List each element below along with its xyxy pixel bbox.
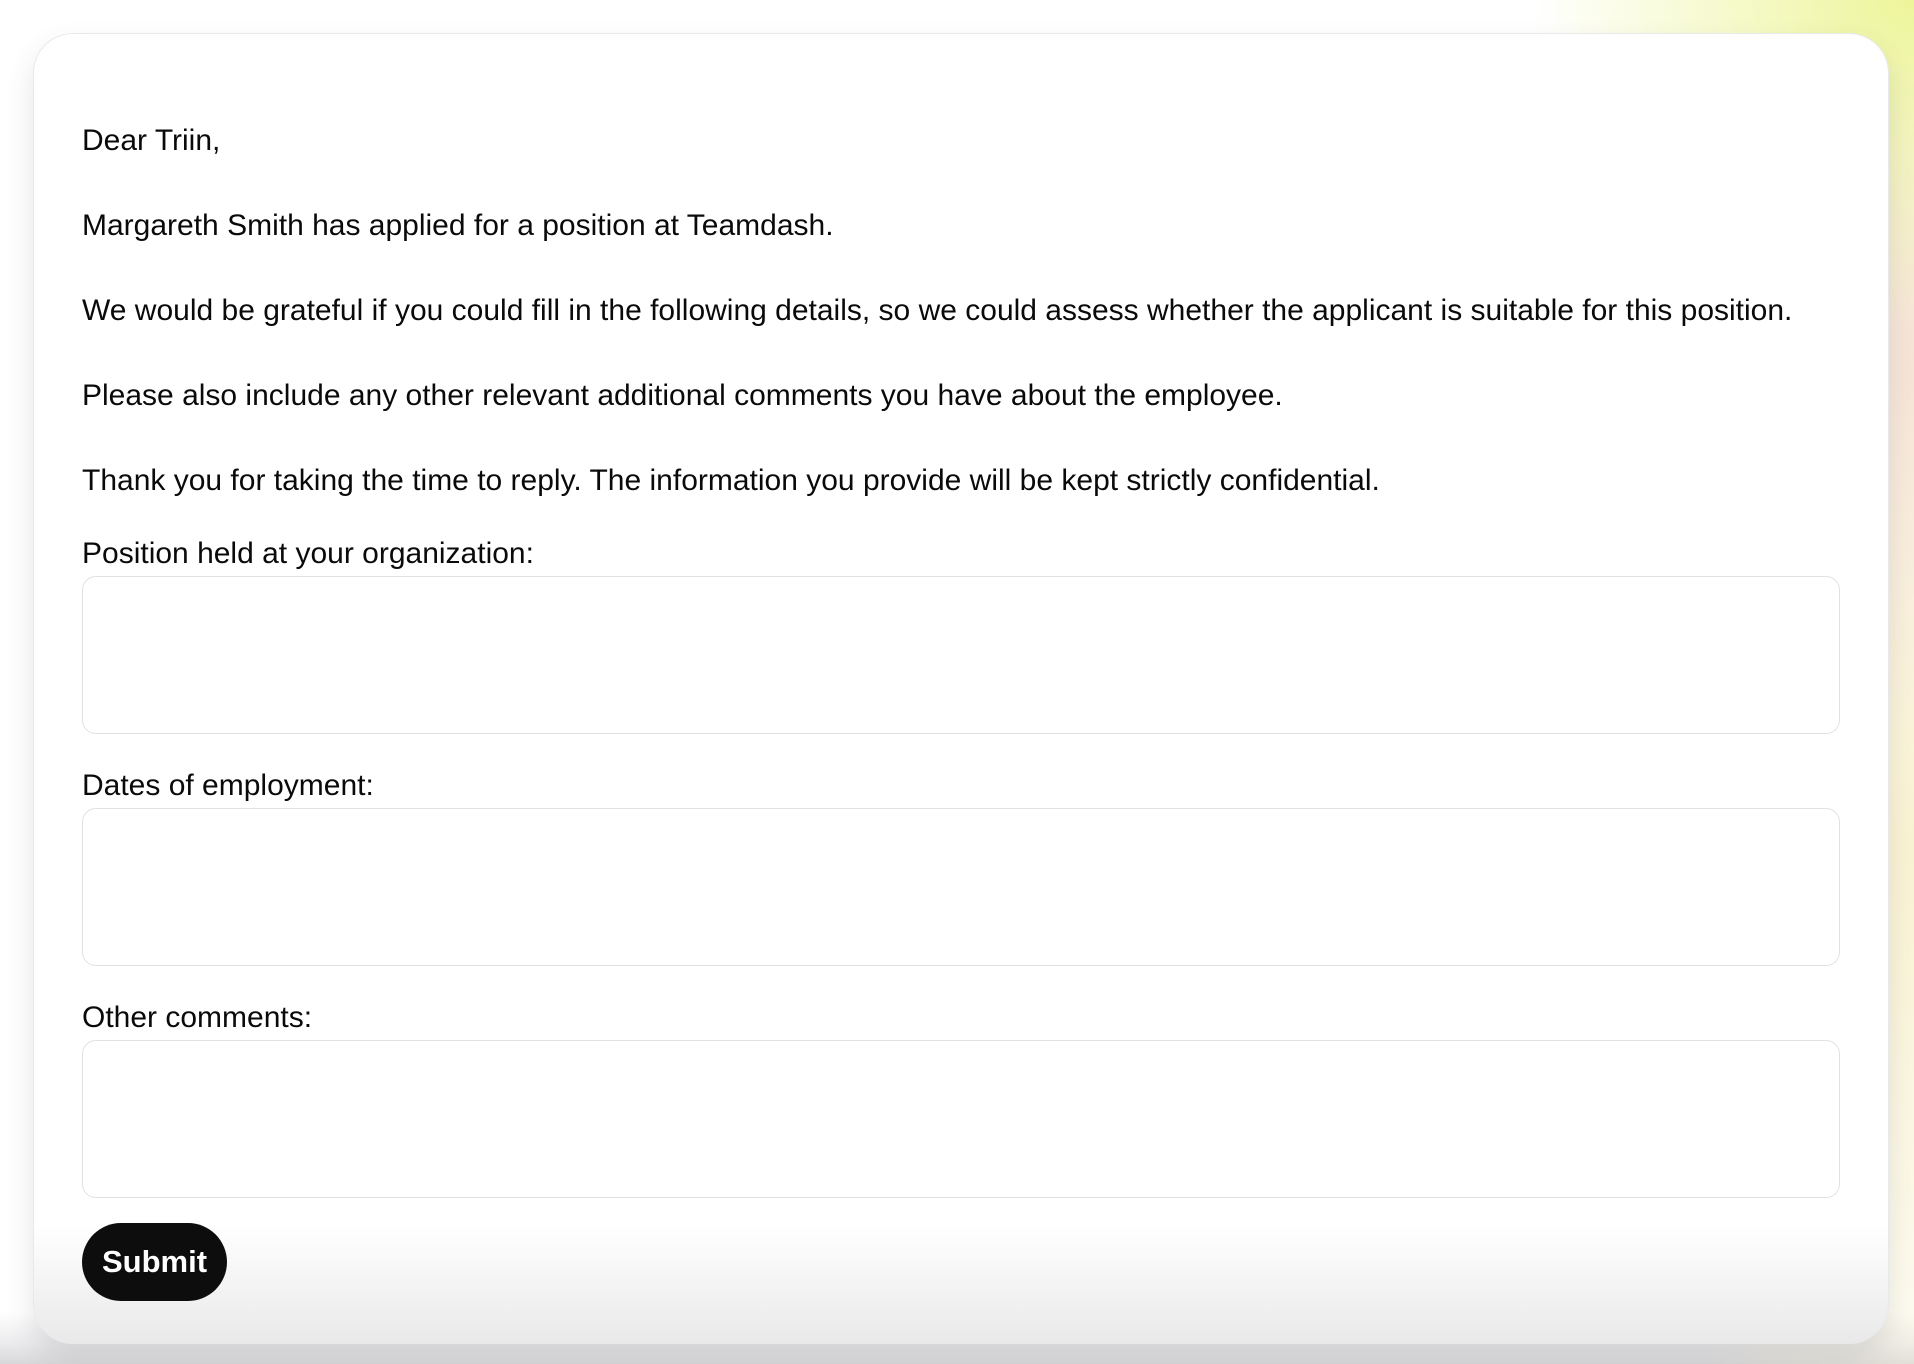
other-comments-input[interactable] <box>82 1040 1840 1198</box>
additional-comments-text: Please also include any other relevant additional comments you have about the employee. <box>82 379 1283 412</box>
dates-of-employment-input[interactable] <box>82 808 1840 966</box>
confidentiality-text: Thank you for taking the time to reply. The information you provide will be kept strictly confidential. <box>82 464 1380 497</box>
other-comments-label: Other comments: <box>82 1001 313 1034</box>
applicant-info-text: Margareth Smith has applied for a position at Teamdash. <box>82 209 834 242</box>
position-held-input[interactable] <box>82 576 1840 734</box>
dates-of-employment-label: Dates of employment: <box>82 769 374 802</box>
position-held-label: Position held at your organization: <box>82 537 534 570</box>
greeting-text: Dear Triin, <box>82 124 221 157</box>
submit-button[interactable]: Submit <box>82 1223 227 1301</box>
request-details-text: We would be grateful if you could fill in the following details, so we could assess whether the applicant is suitable for this position. <box>82 294 1793 327</box>
reference-form-card <box>33 33 1889 1344</box>
